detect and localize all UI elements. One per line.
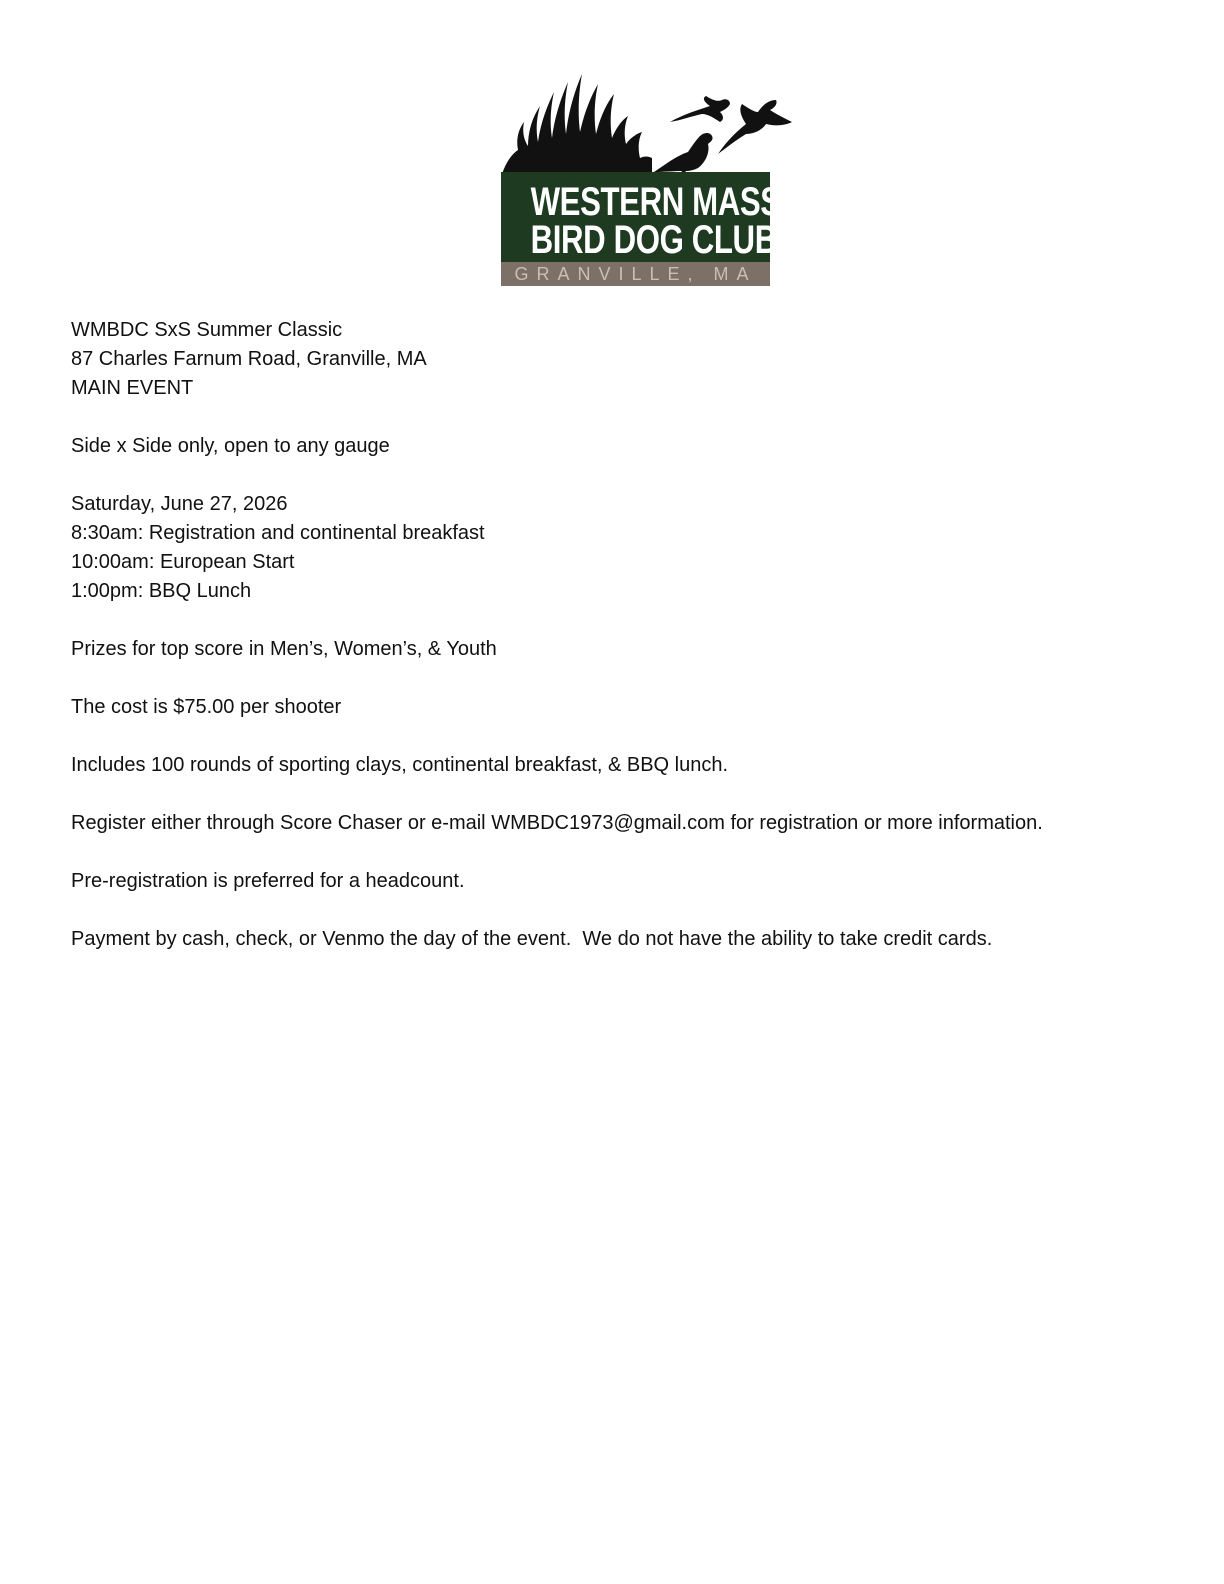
schedule-item: 1:00pm: BBQ Lunch	[71, 580, 252, 602]
spacer	[71, 403, 1171, 432]
club-logo	[498, 70, 798, 288]
logo-location-band: GRANVILLE, MA	[501, 262, 770, 286]
spacer	[71, 896, 1171, 925]
schedule-item: 8:30am: Registration and continental breakfast	[71, 522, 485, 544]
event-name: WMBDC SxS Summer Classic	[71, 319, 343, 341]
includes-text: Includes 100 rounds of sporting clays, continental breakfast, & BBQ lunch.	[71, 754, 729, 776]
standing-pheasant	[654, 133, 713, 174]
logo-plaque	[501, 172, 781, 262]
flying-pheasant-large	[718, 100, 792, 154]
spacer	[71, 664, 1171, 693]
payment-text: Payment by cash, check, or Venmo the day of the event. We do not have the ability to take credit cards.	[71, 928, 993, 950]
spacer	[71, 606, 1171, 635]
register-text-after: for registration or more information.	[724, 812, 1043, 834]
grass-and-pheasants-icon	[498, 70, 798, 174]
event-label: MAIN EVENT	[71, 377, 194, 399]
register-text-before: Register either through Score Chaser or e-mail	[71, 812, 492, 834]
logo-title-line-2: BIRD DOG CLUB	[530, 218, 777, 262]
register-text	[71, 809, 1171, 838]
logo-title-line-1: WESTERN MASS	[530, 180, 781, 224]
spacer	[71, 722, 1171, 751]
registration-email-link[interactable]: WMBDC1973@gmail.com	[491, 812, 725, 834]
spacer	[71, 780, 1171, 809]
event-address: 87 Charles Farnum Road, Granville, MA	[71, 348, 427, 370]
cost-text: The cost is $75.00 per shooter	[71, 696, 342, 718]
event-rule: Side x Side only, open to any gauge	[71, 435, 390, 457]
event-flyer-body	[71, 316, 1171, 954]
schedule-item: 10:00am: European Start	[71, 551, 295, 573]
prizes-text: Prizes for top score in Men’s, Women’s, & Youth	[71, 638, 497, 660]
spacer	[71, 461, 1171, 490]
spacer	[71, 838, 1171, 867]
event-date: Saturday, June 27, 2026	[71, 493, 288, 515]
preregistration-text: Pre-registration is preferred for a headcount.	[71, 870, 465, 892]
flying-pheasant-small	[670, 96, 730, 122]
